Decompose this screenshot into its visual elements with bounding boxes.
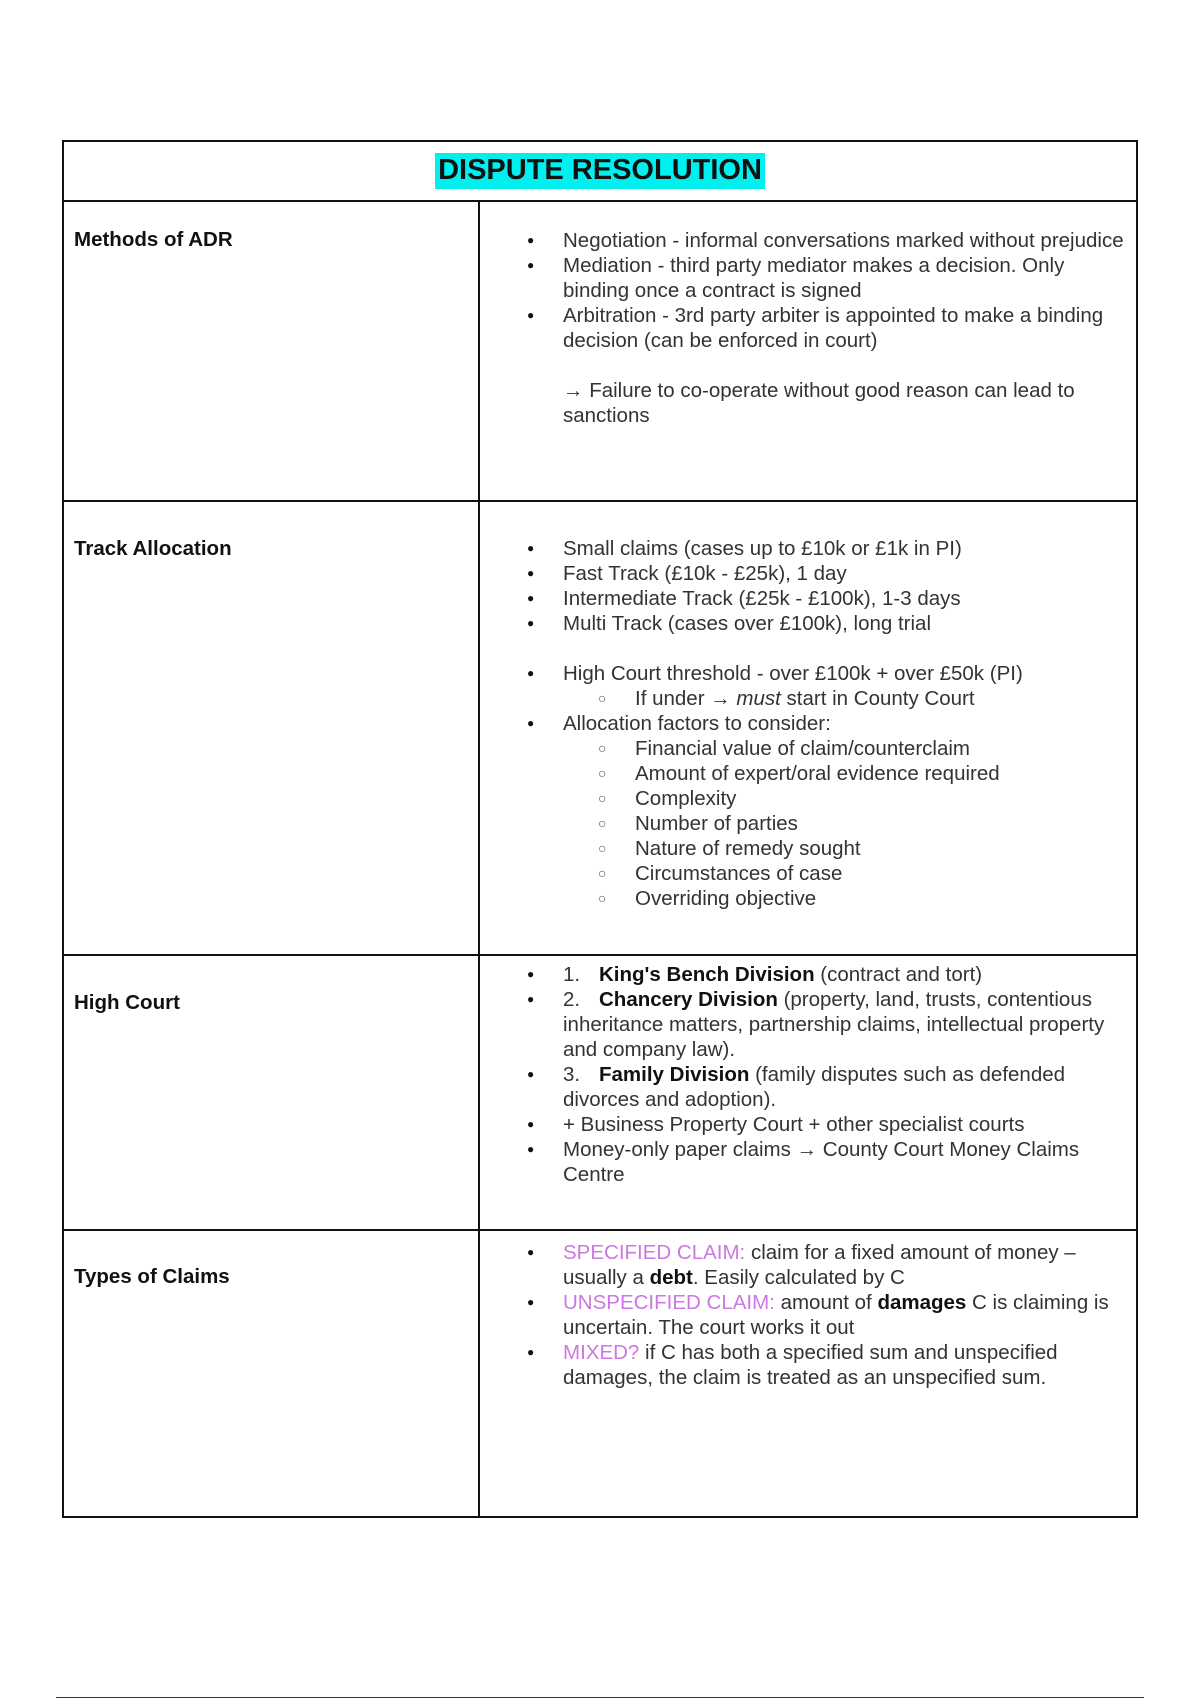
threshold-text: High Court threshold - over £100k + over £50k (PI): [563, 662, 1023, 685]
division-desc: (property, land, trusts, contentious inheritance matters, partnership claims, intellectual property and company law).: [563, 988, 1105, 1061]
sub-suffix: start in County Court: [780, 687, 975, 710]
sub-emphasis: must: [736, 687, 781, 710]
division-desc: (contract and tort): [814, 963, 983, 986]
claim-tag: UNSPECIFIED CLAIM:: [563, 1291, 775, 1314]
claim-text: C is claiming is uncertain. The court works it out: [563, 1291, 1109, 1339]
division-number: 1.: [563, 963, 581, 986]
list-item: ● Mediation - third party mediator makes a decision. Only binding once a contract is signed: [480, 253, 1128, 303]
row-label-high-court: High Court: [64, 956, 480, 1229]
high-court-extra-list: [480, 1112, 1128, 1187]
list-item: [480, 987, 1128, 1062]
list-item: ● Negotiation - informal conversations marked without prejudice: [480, 228, 1128, 253]
claim-tag: SPECIFIED CLAIM:: [563, 1241, 746, 1264]
list-item: ● Small claims (cases up to £10k or £1k in PI): [480, 536, 1128, 561]
list-item: [480, 1240, 1128, 1290]
adr-note: → Failure to co-operate without good reason can lead to sanctions: [563, 379, 1075, 427]
adr-content: [480, 202, 1136, 500]
claim-text: claim for a fixed amount of money – usually a: [563, 1241, 1076, 1289]
list-item: ● Arbitration - 3rd party arbiter is appointed to make a binding decision (can be enforced in court): [480, 303, 1128, 353]
row-label-adr: Methods of ADR: [64, 202, 480, 500]
claim-text: amount of: [774, 1291, 878, 1314]
list-item: [480, 1340, 1128, 1390]
list-item: ● + Business Property Court + other specialist courts: [480, 1112, 1128, 1137]
track-content: [480, 502, 1136, 954]
list-item: [480, 1062, 1128, 1112]
row-track-allocation: [64, 502, 1136, 956]
track-list: [480, 536, 1128, 636]
division-number: 2.: [563, 988, 581, 1011]
division-number: 3.: [563, 1063, 581, 1086]
footer-rule: [56, 1697, 1144, 1698]
factors-list: [480, 736, 1128, 911]
dispute-resolution-table: [62, 140, 1138, 1518]
list-item: ○ Nature of remedy sought: [480, 836, 1128, 861]
list-item: ○ Financial value of claim/counterclaim: [480, 736, 1128, 761]
list-item: ● Fast Track (£10k - £25k), 1 day: [480, 561, 1128, 586]
claims-list: [480, 1240, 1128, 1390]
threshold-sub-list: [480, 686, 1128, 711]
factors-title: Allocation factors to consider:: [563, 712, 831, 735]
track-threshold-list: [480, 661, 1128, 911]
row-types-of-claims: [64, 1231, 1136, 1516]
list-item: [480, 711, 1128, 911]
row-label-claims: Types of Claims: [64, 1231, 480, 1516]
row-methods-of-adr: [64, 202, 1136, 502]
claim-bold: debt: [649, 1266, 693, 1289]
division-name: Family Division: [599, 1063, 750, 1086]
title-row: [64, 142, 1136, 202]
division-desc: (family disputes such as defended divorces and adoption).: [563, 1063, 1066, 1111]
claim-bold: damages: [877, 1291, 967, 1314]
list-item: [480, 1290, 1128, 1340]
list-item: [480, 686, 1128, 711]
list-item: ○ Amount of expert/oral evidence required: [480, 761, 1128, 786]
page-title: DISPUTE RESOLUTION: [435, 153, 765, 189]
list-item: ○ Number of parties: [480, 811, 1128, 836]
claim-text: if C has both a specified sum and unspecified damages, the claim is treated as an unspecified sum.: [563, 1341, 1058, 1389]
list-item: ○ Circumstances of case: [480, 861, 1128, 886]
division-name: King's Bench Division: [599, 963, 815, 986]
adr-list: [480, 228, 1128, 353]
list-item: ● Intermediate Track (£25k - £100k), 1-3 days: [480, 586, 1128, 611]
high-court-list: [480, 962, 1128, 1112]
list-item: ● Multi Track (cases over £100k), long trial: [480, 611, 1128, 636]
list-item: ○ Overriding objective: [480, 886, 1128, 911]
row-high-court: [64, 956, 1136, 1231]
row-label-track: Track Allocation: [64, 502, 480, 954]
claim-tag: MIXED?: [563, 1341, 640, 1364]
list-item: ● Money-only paper claims → County Court Money Claims Centre: [480, 1137, 1128, 1187]
division-name: Chancery Division: [599, 988, 778, 1011]
claims-content: [480, 1231, 1136, 1516]
list-item: ○ Complexity: [480, 786, 1128, 811]
sub-prefix: If under →: [635, 687, 737, 710]
high-court-content: [480, 956, 1136, 1229]
claim-text: . Easily calculated by C: [692, 1266, 905, 1289]
list-item: [480, 661, 1128, 711]
list-item: [480, 962, 1128, 987]
